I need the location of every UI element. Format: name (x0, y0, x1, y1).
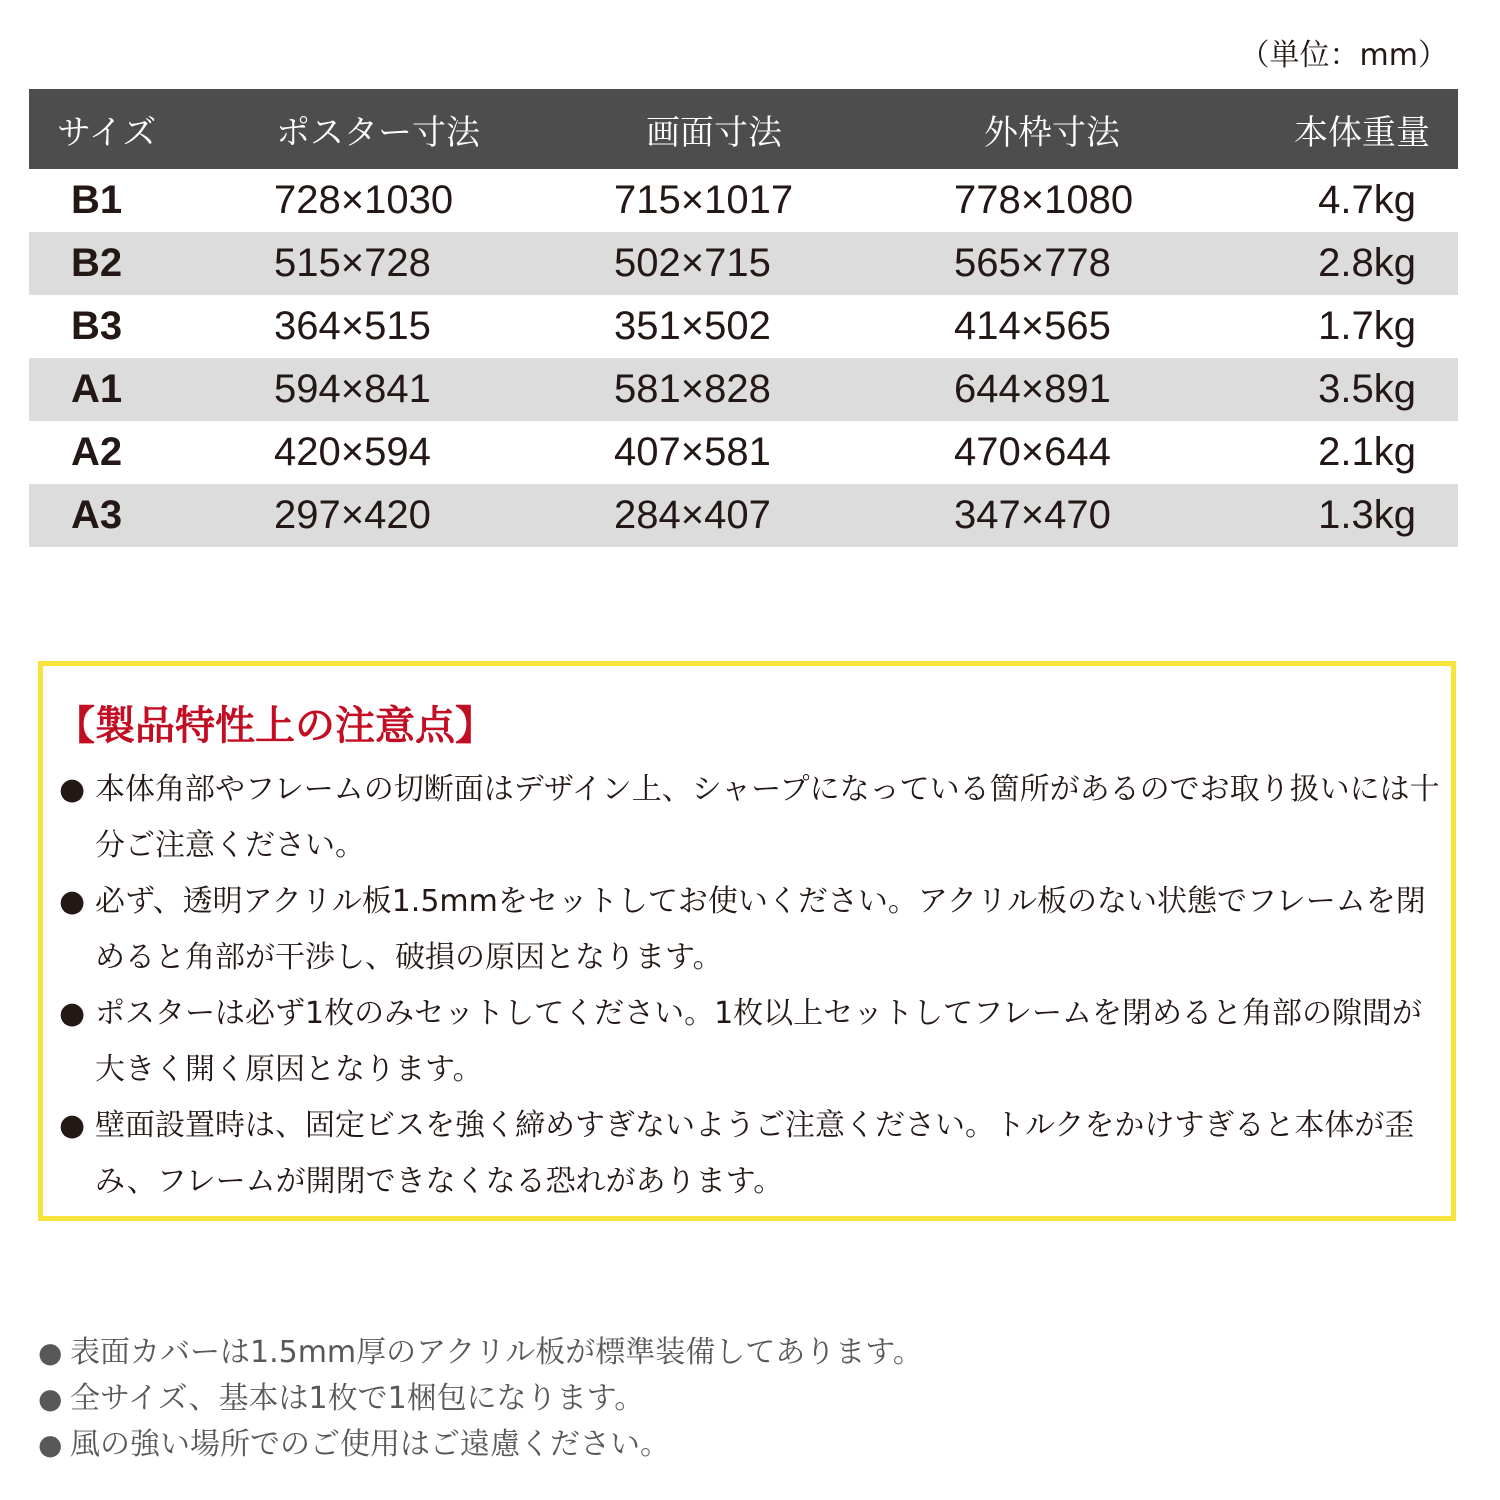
list-item (59, 986, 1449, 1098)
header-poster-dimensions: ポスター寸法 (254, 89, 594, 169)
cell-outer: 644×891 (934, 358, 1274, 421)
cell-poster: 364×515 (274, 304, 431, 348)
header-outer-frame-dimensions: 外枠寸法 (934, 89, 1274, 169)
cell-poster: 420×594 (274, 430, 431, 474)
cell-weight: 2.1kg (1318, 430, 1416, 474)
caution-text: 壁面設置時は、固定ビスを強く締めすぎないようご注意ください。トルクをかけすぎると本体が歪み、フレームが開閉できなくなる恐れがあります。 (95, 1108, 1415, 1199)
cell-poster: 297×420 (254, 484, 594, 547)
bullet-icon: ● (38, 1428, 63, 1461)
cell-size: A3 (29, 484, 254, 547)
header-screen-dimensions: 画面寸法 (594, 89, 934, 169)
bullet-icon: ● (38, 1382, 63, 1415)
table-row (29, 232, 1458, 295)
caution-list (59, 762, 1449, 1210)
table-row (29, 295, 1458, 358)
cell-size: B2 (29, 232, 254, 295)
cell-size: A1 (29, 358, 254, 421)
cell-outer: 347×470 (934, 484, 1274, 547)
cell-poster: 515×728 (254, 232, 594, 295)
list-item (38, 1376, 923, 1422)
cell-weight: 1.3kg (1274, 484, 1458, 547)
header-weight: 本体重量 (1274, 89, 1458, 169)
footer-note-text: 全サイズ、基本は1枚で1梱包になります。 (70, 1381, 645, 1416)
header-size: サイズ (29, 89, 254, 169)
cell-outer: 565×778 (934, 232, 1274, 295)
table-row (29, 484, 1458, 547)
caution-title: 【製品特性上の注意点】 (55, 703, 495, 749)
list-item (59, 1098, 1449, 1210)
list-item (38, 1422, 923, 1468)
list-item (59, 762, 1449, 874)
cell-screen: 715×1017 (614, 178, 794, 222)
cell-outer: 778×1080 (954, 178, 1134, 222)
bullet-icon: ● (59, 996, 86, 1031)
bullet-icon: ● (59, 772, 86, 807)
table-header-row (29, 89, 1458, 169)
cell-size: A2 (71, 430, 123, 474)
cell-size: B1 (71, 178, 123, 222)
table-row (29, 169, 1458, 232)
footer-note-text: 表面カバーは1.5mm厚のアクリル板が標準装備してあります。 (70, 1335, 923, 1370)
cell-poster: 594×841 (254, 358, 594, 421)
cell-size: B3 (71, 304, 123, 348)
caution-text: 本体角部やフレームの切断面はデザイン上、シャープになっている箇所があるのでお取り扱いには十分ご注意ください。 (95, 772, 1440, 863)
cell-weight: 1.7kg (1318, 304, 1416, 348)
list-item (38, 1330, 923, 1376)
cell-poster: 728×1030 (274, 178, 454, 222)
list-item (59, 874, 1449, 986)
table-row (29, 358, 1458, 421)
footer-note-text: 風の強い場所でのご使用はご遠慮ください。 (70, 1427, 670, 1462)
unit-note: （単位：mm） (1239, 38, 1448, 73)
cell-screen: 407×581 (614, 430, 771, 474)
caution-text: 必ず、透明アクリル板1.5mmをセットしてお使いください。アクリル板のない状態でフレームを閉めると角部が干渉し、破損の原因となります。 (95, 884, 1426, 975)
cell-weight: 4.7kg (1318, 178, 1416, 222)
cell-outer: 414×565 (954, 304, 1111, 348)
cell-screen: 351×502 (614, 304, 771, 348)
cell-outer: 470×644 (954, 430, 1111, 474)
cell-screen: 581×828 (594, 358, 934, 421)
table-row (29, 421, 1458, 484)
footer-notes (38, 1330, 923, 1468)
cell-screen: 284×407 (594, 484, 934, 547)
bullet-icon: ● (59, 884, 86, 919)
cell-screen: 502×715 (594, 232, 934, 295)
cell-weight: 3.5kg (1274, 358, 1458, 421)
bullet-icon: ● (59, 1108, 86, 1143)
cell-weight: 2.8kg (1274, 232, 1458, 295)
caution-text: ポスターは必ず1枚のみセットしてください。1枚以上セットしてフレームを閉めると角部の隙間が大きく開く原因となります。 (95, 996, 1422, 1087)
bullet-icon: ● (38, 1336, 63, 1369)
size-spec-table (29, 89, 1458, 547)
caution-box (38, 661, 1456, 1221)
